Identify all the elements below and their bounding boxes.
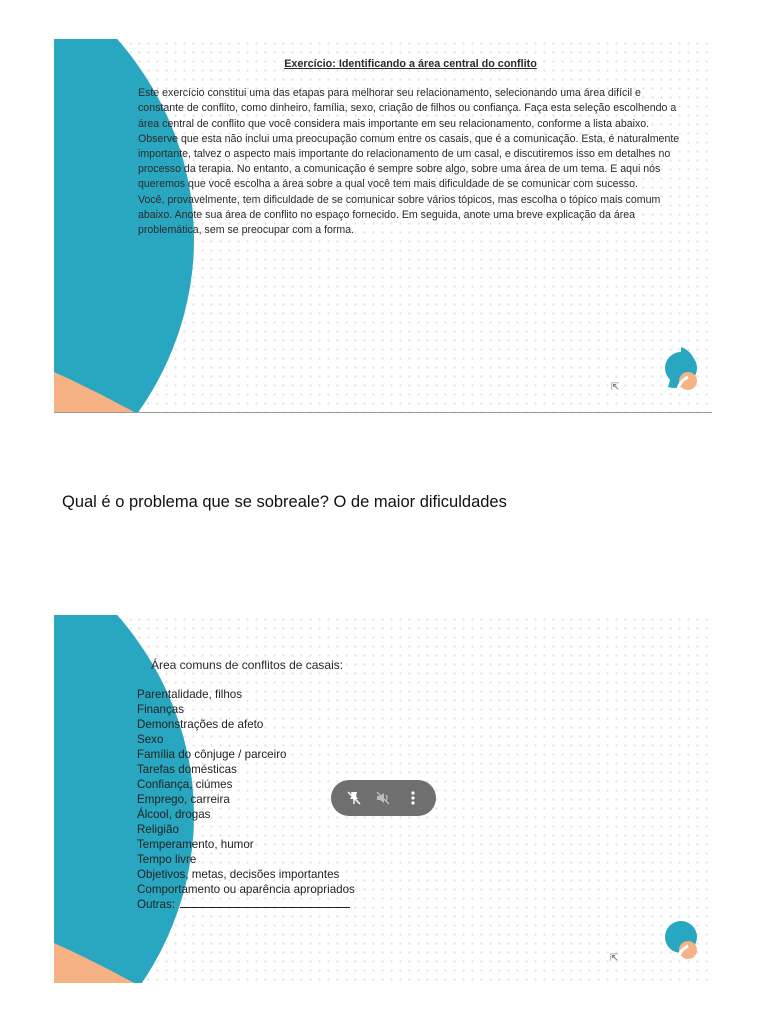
- brand-logo-icon: [658, 914, 704, 966]
- others-blank-line: [180, 897, 350, 908]
- exercise-paragraph-1: Este exercício constitui uma das etapas para melhorar seu relacionamento, selecionando uma área difícil e constante de conflito, como dinheiro, família, sexo, criação de filhos ou confiança. Faça esta seleção escolhendo a área central de conflito que você considera mais importante em seu relacionamento, conforme a lista abaixo. Observe que esta não inclui uma preocupação comum entre os casais, que é a comunicação. Esta, é naturalmente importante, talvez o aspecto mais importante do relacionamento de um casal, e discutiremos isso em detalhes no processo da terapia. No entanto, a comunicação é sempre sobre algo, sobre uma área de um tema. E aqui nós queremos que você escolha a área sobre a qual você tem mais dificuldade de se comunicar com sucesso.: [138, 87, 680, 191]
- brand-logo-icon: [658, 345, 704, 397]
- exercise-title: Exercício: Identificando a área central do conflito: [284, 58, 537, 70]
- list-item: Finanças: [137, 703, 185, 716]
- others-item: [137, 897, 355, 912]
- mouse-cursor-icon: ⇱: [611, 382, 620, 393]
- list-item: Objetivos, metas, decisões importantes: [137, 868, 340, 881]
- list-item: Álcool, drogas: [137, 808, 211, 821]
- media-controls-pill: [331, 780, 436, 816]
- conflict-areas-title: Área comuns de conflitos de casais:: [151, 658, 344, 672]
- exercise-paragraph-2: Você, provavelmente, tem dificuldade de se comunicar sobre vários tópicos, mas escolha o tópico mais comum abaixo. Anote sua área de conflito no espaço fornecido. Em seguida, anote uma breve explicação da área problemática, sem se preocupar com a forma.: [138, 193, 661, 237]
- slide-exercise: [54, 39, 712, 413]
- more-vertical-icon[interactable]: [402, 787, 424, 809]
- list-item: Família do cônjuge / parceiro: [137, 748, 287, 761]
- pin-off-icon[interactable]: [343, 787, 365, 809]
- list-item: Parentalidade, filhos: [137, 688, 243, 701]
- list-item: Tarefas domésticas: [137, 763, 237, 776]
- mute-icon[interactable]: [372, 787, 394, 809]
- exercise-text-block: [138, 57, 683, 238]
- list-item: Emprego, carreira: [137, 793, 230, 806]
- list-item: Comportamento ou aparência apropriados: [137, 883, 355, 896]
- list-item: Religião: [137, 823, 179, 836]
- others-label: Outras:: [137, 898, 176, 911]
- mouse-cursor-icon: ⇱: [610, 953, 619, 964]
- conflict-areas-list: [137, 687, 355, 912]
- list-item: Demonstrações de afeto: [137, 718, 264, 731]
- list-item: Tempo livre: [137, 853, 197, 866]
- list-item: Temperamento, humor: [137, 838, 254, 851]
- question-text: Qual é o problema que se sobreale? O de maior dificuldades: [62, 493, 507, 511]
- list-item: Confiança, ciúmes: [137, 778, 233, 791]
- list-item: Sexo: [137, 733, 164, 746]
- orange-corner-decoration: [54, 943, 134, 983]
